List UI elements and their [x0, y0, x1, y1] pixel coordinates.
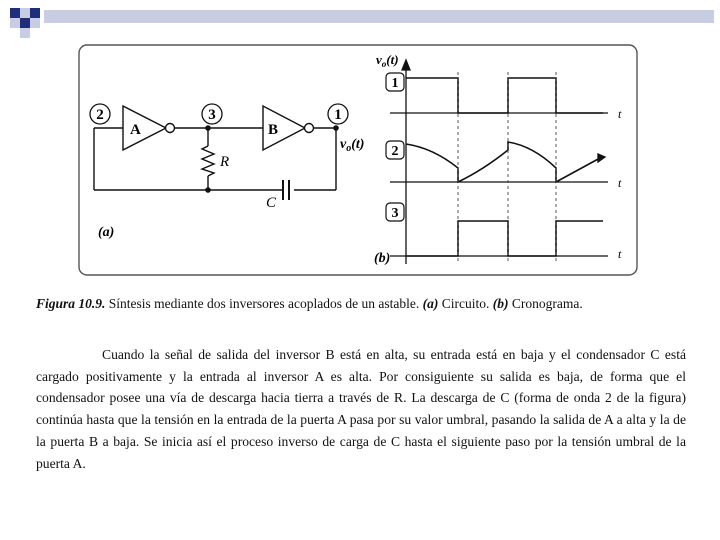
caption-part-b-label: (b) [492, 296, 509, 311]
body-paragraph: Cuando la señal de salida del inversor B está en alta, su entrada está en baja y el condensador C está cargado positivamente y la entrada al inversor A es alta. Por consiguiente su salida es baja, de forma que el condensador posee una vía de descarga hacia tierra a través de R. La descarga de C (forma de onda 2 de la figura) continúa hasta que la tensión en la entrada de la puerta A pasa por su valor umbral, pasando la salida de A a alta y la de la puerta B a baja. Se inicia así el proceso inverso de carga de C hasta el siguiente paso por la tensión umbral de la puerta A. [36, 347, 686, 471]
caption-part-a-text: Circuito. [441, 296, 490, 311]
output-label: $v_o(t)$ [340, 137, 365, 154]
waveform-2 [406, 142, 600, 182]
svg-text:1: 1 [334, 107, 342, 123]
time-label-3: t [618, 247, 622, 261]
resistor-icon [202, 146, 214, 176]
svg-text:2: 2 [96, 107, 104, 123]
svg-text:1: 1 [391, 76, 399, 91]
slide-header-decoration [0, 0, 720, 40]
body-text [36, 344, 686, 474]
gate-b-label: B [268, 122, 279, 138]
waveform-label-3 [386, 203, 404, 221]
capacitor-label: C [266, 195, 277, 211]
caption-label: Figura 10.9. [36, 296, 106, 311]
node-label-3 [202, 104, 222, 124]
capacitor-icon [283, 180, 289, 200]
resistor-label: R [220, 154, 230, 170]
caption-text: Síntesis mediante dos inversores acoplados de un astable. [108, 296, 420, 311]
waveform-label-1 [386, 73, 404, 91]
figure-caption [36, 296, 696, 312]
header-bar [44, 10, 714, 23]
node-label-2 [90, 104, 110, 124]
time-label-1: t [618, 107, 622, 121]
svg-text:3: 3 [391, 206, 399, 221]
waveform-1 [406, 78, 603, 113]
caption-part-b-text: Cronograma. [511, 296, 583, 311]
panel-a-label: (a) [98, 225, 115, 240]
caption-part-a-label: (a) [422, 296, 439, 311]
slide-corner-squares-icon [10, 8, 40, 38]
svg-text:3: 3 [208, 107, 216, 123]
gate-a-label: A [130, 122, 141, 138]
svg-text:2: 2 [391, 144, 399, 159]
panel-b-label: (b) [374, 251, 391, 266]
waveform-label-2 [386, 141, 404, 159]
chronogram-axis-label: $v_o(t)$ [376, 52, 399, 69]
node-label-1 [328, 104, 348, 124]
figure-frame [79, 45, 637, 275]
waveform-3 [406, 221, 603, 256]
time-label-2: t [618, 176, 622, 190]
chronogram [390, 60, 608, 264]
figure-10-9 [78, 44, 638, 276]
